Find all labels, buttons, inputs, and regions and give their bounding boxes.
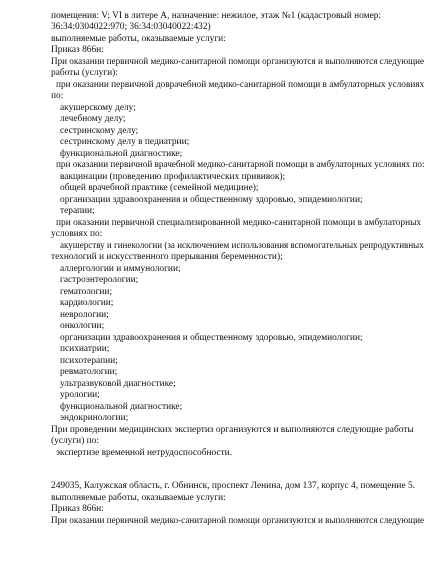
text-line: общей врачебной практике (семейной медицине); (60, 183, 259, 193)
text-line: акушерству и гинекологии (за исключением использования вспомогательных репродуктивных (60, 241, 424, 251)
text-line: при оказании первичной врачебной медико-санитарной помощи в амбулаторных условиях по: (56, 160, 425, 170)
text-line: Приказ 866н: (51, 504, 104, 514)
text-line: аллергологии и иммунологии; (60, 264, 181, 274)
text-line: вакцинации (проведению профилактических прививок); (60, 172, 286, 182)
text-line: сестринскому делу; (60, 126, 139, 136)
text-line: При проведении медицинских экспертиз организуются и выполняются следующие работы (51, 425, 414, 435)
text-line: акушерскому делу; (60, 103, 136, 113)
text-line: 249035, Калужская область, г. Обнинск, проспект Ленина, дом 137, корпус 4, помещение 5. (51, 481, 415, 491)
text-line: выполняемые работы, оказываемые услуги: (51, 493, 226, 503)
text-line: терапии; (60, 206, 95, 216)
text-line: (услуги) по: (51, 436, 99, 446)
text-line: при оказании первичной доврачебной медико-санитарной помощи в амбулаторных условиях (56, 80, 425, 90)
text-line: При оказании первичной медико-санитарной помощи организуются и выполняются следующие (51, 57, 425, 67)
text-line: помещения: V; VI в литере А, назначение: нежилое, этаж №1 (кадастровый номер: (51, 11, 382, 21)
text-line: гематологии; (60, 287, 113, 297)
text-line: кардиологии; (60, 298, 114, 308)
text-line: лечебному делу; (60, 114, 126, 124)
text-line: по: (51, 91, 64, 101)
text-line: выполняемые работы, оказываемые услуги: (51, 34, 226, 44)
text-line: сестринскому делу в педиатрии; (60, 137, 190, 147)
text-line: неврологии; (60, 310, 109, 320)
text-line: условиях по: (51, 229, 103, 239)
text-line: работы (услуги): (51, 68, 118, 78)
text-line: психиатрии; (60, 344, 110, 354)
text-line: ультразвуковой диагностике; (60, 379, 176, 389)
text-line: ревматологии; (60, 367, 118, 377)
text-line: функциональной диагностике; (60, 402, 183, 412)
text-line: функциональной диагностике; (60, 149, 183, 159)
text-line: психотерапии; (60, 356, 118, 366)
text-line: урологии; (60, 390, 100, 400)
text-line: Приказ 866н: (51, 45, 104, 55)
text-line: организации здравоохранения и общественному здоровью, эпидемиологии; (60, 195, 363, 205)
text-line: гастроэнтерологии; (60, 275, 139, 285)
text-line: технологий и искусственного прерывания беременности); (51, 252, 283, 262)
text-line: экспертизе временной нетрудоспособности. (56, 448, 233, 458)
text-line: при оказании первичной специализированной медико-санитарной помощи в амбулаторных (56, 218, 422, 228)
text-line: При оказании первичной медико-санитарной помощи организуются и выполняются следующие (51, 516, 425, 526)
text-line: организации здравоохранения и общественному здоровью, эпидемиологии; (60, 333, 363, 343)
text-line: онкологии; (60, 321, 105, 331)
text-line: 36:34:0304022:970; 36:34:03040022:432) (51, 22, 211, 32)
text-line: эндокринологии; (60, 413, 129, 423)
